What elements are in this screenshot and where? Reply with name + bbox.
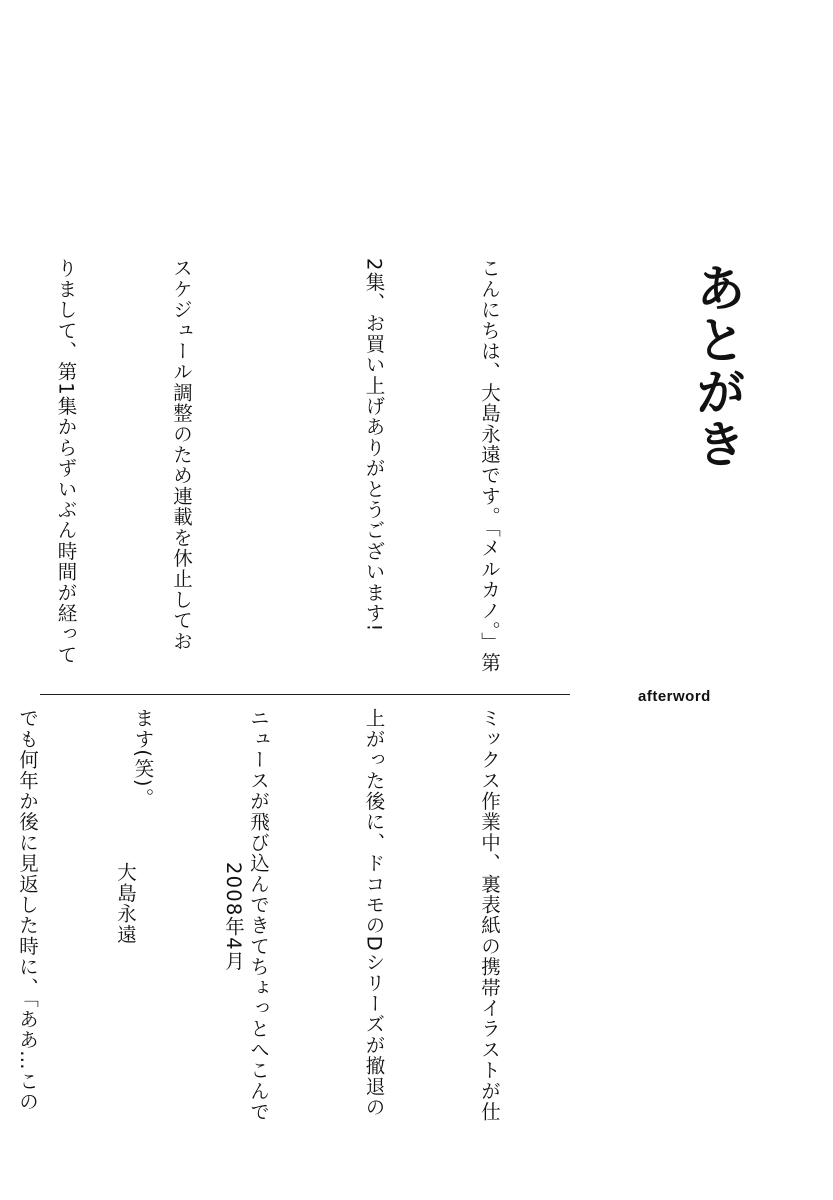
page-title: あとがき xyxy=(688,262,746,470)
section-divider xyxy=(40,694,570,695)
body-line: 2集、お買い上げありがとうございます! xyxy=(362,258,386,633)
body-line: スケジュール調整のため連載を休止してお xyxy=(170,258,193,652)
body-line: りまして、第1集からずいぶん時間が経って xyxy=(54,258,78,665)
signature-name: 大島永遠 xyxy=(114,862,137,945)
page-subtitle: afterword xyxy=(638,688,711,705)
signature-date: 2008年4月 xyxy=(222,862,245,972)
signature xyxy=(35,862,323,971)
body-line: ます(笑)。 xyxy=(131,708,155,809)
body-line: でも何年か後に見返した時に、「ああ…この xyxy=(16,708,39,1113)
body-line: ニュースが飛び込んできてちょっとへこんで xyxy=(247,708,270,1122)
afterword-body-top xyxy=(0,258,585,688)
body-line: こんにちは、大島永遠です。「メルカノ。」第 xyxy=(478,258,501,674)
body-line: 上がった後に、ドコモのDシリーズが撤退の xyxy=(362,708,386,1118)
body-line: ミックス作業中、裏表紙の携帯イラストが仕 xyxy=(478,708,501,1122)
